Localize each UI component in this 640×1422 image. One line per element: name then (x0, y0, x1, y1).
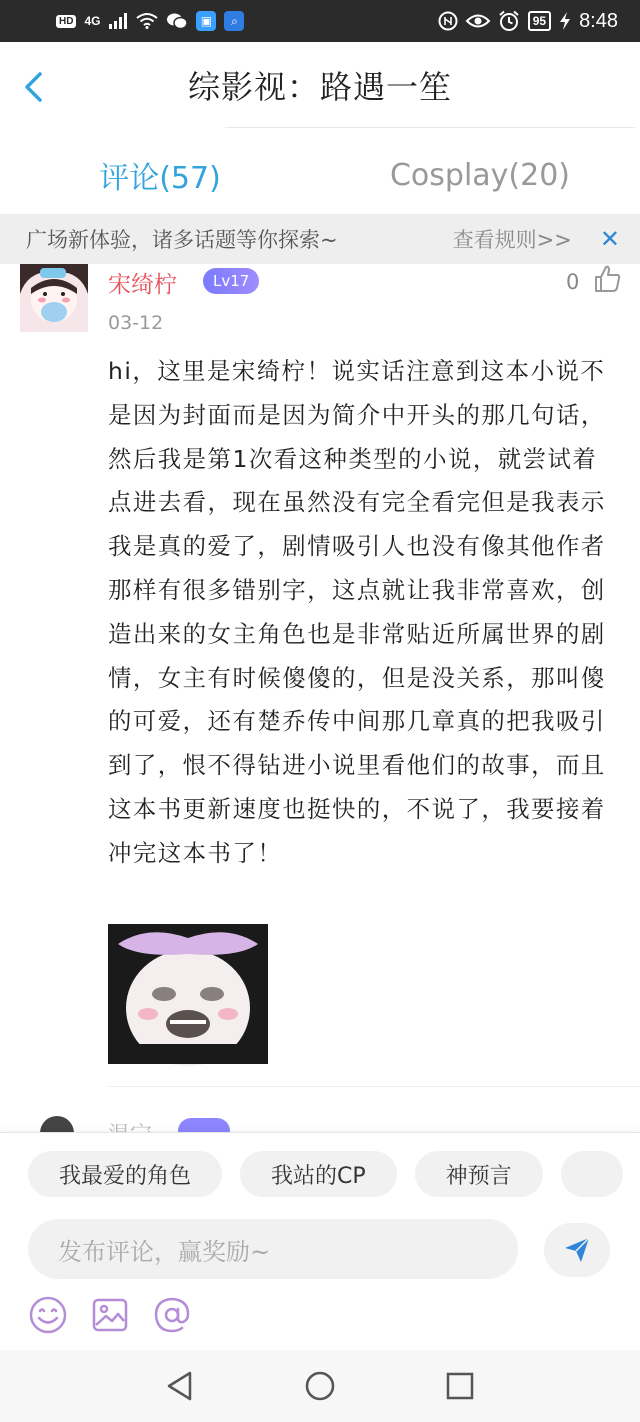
charging-icon (559, 12, 571, 30)
page-title: 综影视：路遇一笙 (187, 68, 452, 106)
tab-cosplay[interactable]: Cosplay(20) (389, 157, 571, 193)
chip-my-cp[interactable]: 我站的CP (240, 1151, 397, 1197)
signal-icon (108, 13, 128, 29)
battery-indicator: 95 (528, 11, 551, 31)
search-app-icon: ⌕ (224, 11, 244, 31)
system-nav-bar (0, 1350, 640, 1422)
view-rules-link[interactable]: 查看规则>> (452, 228, 572, 252)
panda-meme-image (108, 924, 268, 1064)
clock: 8:48 (579, 9, 618, 32)
avatar-image (20, 264, 88, 332)
nav-back-button[interactable] (160, 1366, 200, 1406)
circle-home-icon (304, 1370, 336, 1402)
comment-username[interactable]: 宋绮柠 (108, 272, 177, 298)
send-icon (563, 1236, 591, 1264)
back-arrow-icon[interactable] (20, 72, 50, 102)
composer-tools (28, 1295, 192, 1335)
hd-indicator: HD (56, 15, 76, 28)
app-notification-icon: ▣ (196, 11, 216, 31)
send-button[interactable] (544, 1223, 610, 1277)
next-comment-item (0, 1110, 640, 1132)
comment-text: hi，这里是宋绮柠！说实话注意到这本小说不是因为封面而是因为简介中开头的那几句话，然后我是第1次看这种类型的小说，就尝试着点进去看，现在虽然没有完全看完但是我表示我是真的爱了，剧情吸引人也没有像其他作者那样有很多错别字，这点就让我非常喜欢，创造出来的女主角色也是非常贴近所属世界的剧情，女主有时候傻傻的，但是没关系，那叫傻的可爱，还有楚乔传中间那几章真的把我吸引到了，恨不得钻进小说里看他们的故事，而且这本书更新速度也挺快的，不说了，我要接着冲完这本书了！ (108, 357, 606, 867)
chip-more[interactable] (561, 1151, 623, 1197)
sticker-image[interactable] (108, 924, 268, 1064)
emoji-icon[interactable] (28, 1295, 68, 1335)
topic-chips (28, 1151, 640, 1199)
image-icon[interactable] (90, 1295, 130, 1335)
level-badge: Lv17 (203, 268, 259, 294)
tab-comments[interactable]: 评论(57) (99, 161, 221, 196)
notice-banner (0, 214, 640, 264)
nav-recents-button[interactable] (440, 1366, 480, 1406)
notice-text: 广场新体验，诸多话题等你探索~ (26, 228, 338, 252)
eye-icon (466, 12, 490, 30)
status-bar (0, 0, 640, 42)
status-left (56, 11, 244, 31)
comment-date: 03-12 (108, 312, 164, 334)
alarm-icon (498, 10, 520, 32)
comment-input[interactable]: 发布评论，赢奖励~ (28, 1219, 518, 1279)
wechat-icon (166, 12, 188, 30)
triangle-back-icon (165, 1370, 195, 1402)
thumbs-up-icon[interactable] (592, 264, 622, 294)
comment-composer (0, 1132, 640, 1350)
header-divider (225, 127, 635, 128)
avatar[interactable] (20, 264, 88, 332)
chip-prophecy[interactable]: 神预言 (415, 1151, 543, 1197)
wifi-icon (136, 13, 158, 29)
network-indicator: 4G (84, 14, 101, 28)
chip-favorite-character[interactable]: 我最爱的角色 (28, 1151, 222, 1197)
tab-bar (0, 140, 640, 210)
like-count: 0 (566, 270, 580, 294)
mention-icon[interactable] (152, 1295, 192, 1335)
status-right (438, 10, 618, 33)
square-recents-icon (445, 1371, 475, 1401)
nfc-icon (438, 11, 458, 31)
comment-divider (108, 1086, 640, 1087)
close-icon[interactable]: ✕ (599, 225, 620, 253)
app-header (0, 42, 640, 128)
nav-home-button[interactable] (300, 1366, 340, 1406)
